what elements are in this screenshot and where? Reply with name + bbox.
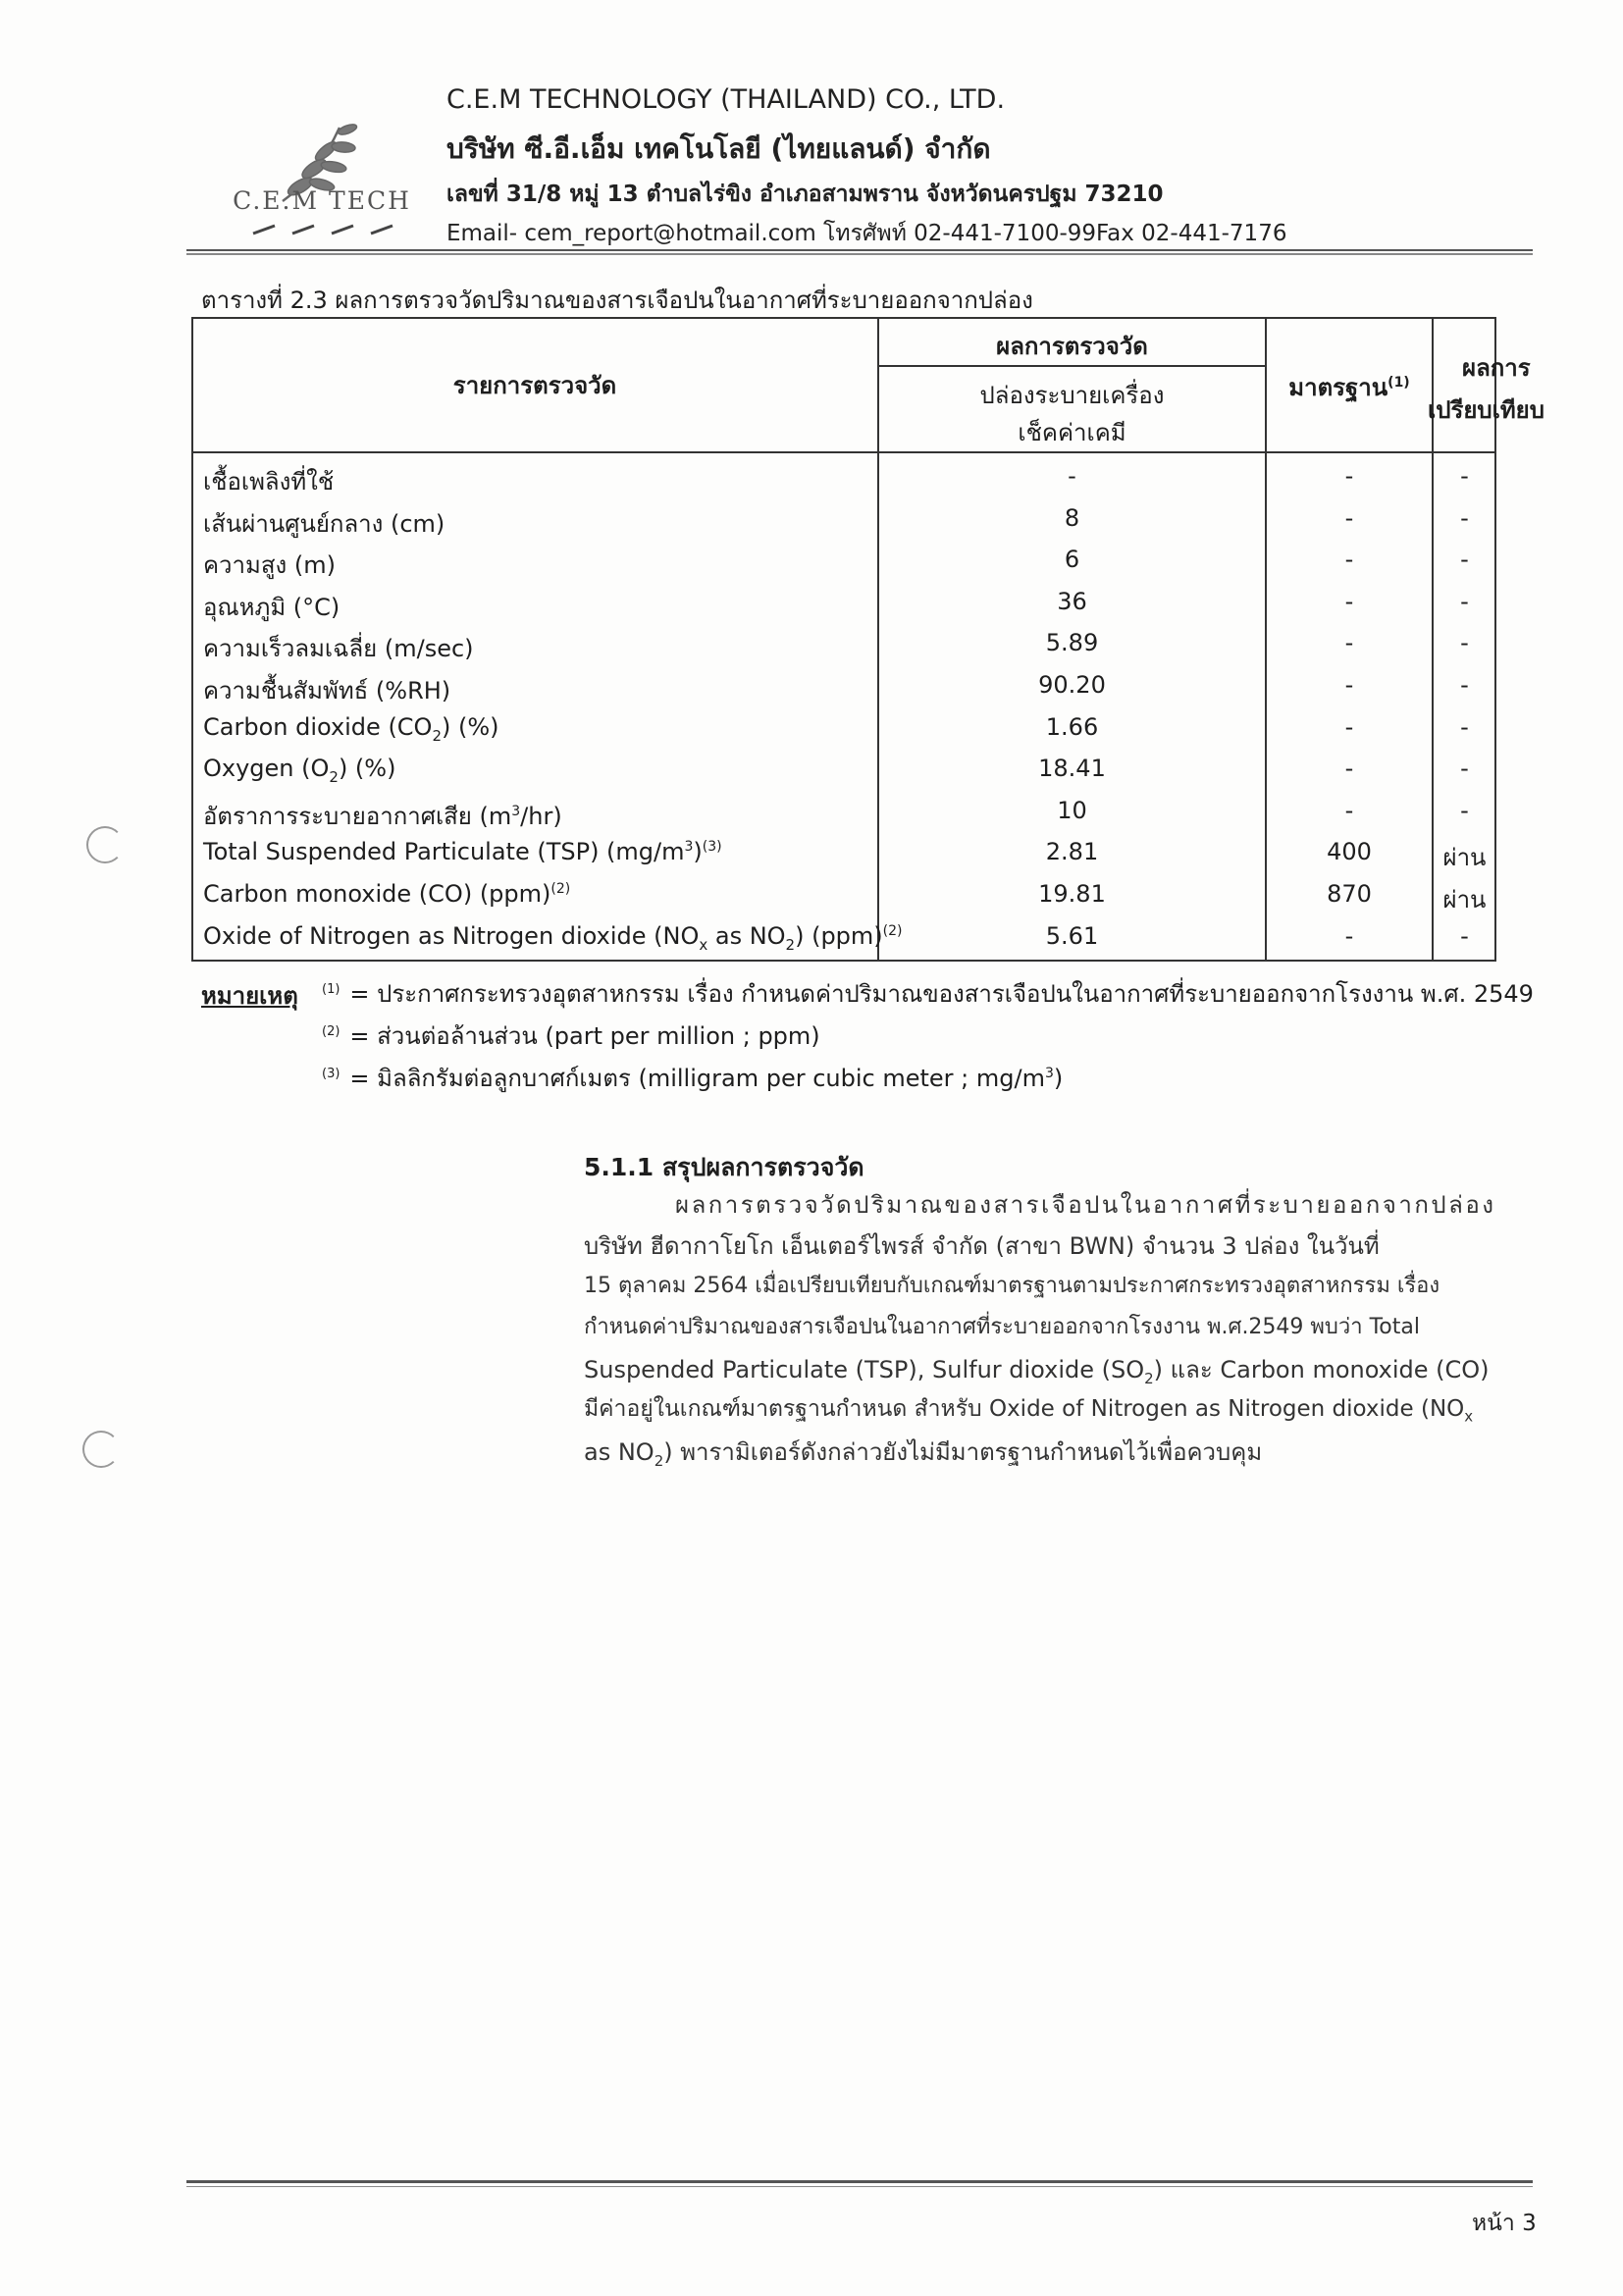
- row-compare: -: [1460, 629, 1469, 657]
- row-standard: -: [1344, 921, 1354, 950]
- row-standard: 870: [1327, 880, 1372, 908]
- table-row: [191, 540, 1496, 581]
- row-result: 18.41: [1038, 755, 1106, 783]
- row-compare: -: [1460, 755, 1469, 783]
- note-2: $^{(2)}$ = ส่วนต่อล้านส่วน (part per million ; ppm): [322, 1022, 820, 1050]
- col-item-header: รายการตรวจวัด: [452, 372, 617, 399]
- note-1: $^{(1)}$ = ประกาศกระทรวงอุตสาหกรรม เรื่อง กำหนดค่าปริมาณของสารเจือปนในอากาศที่ระบายออกจากโรงงาน พ.ศ. 2549: [322, 980, 1534, 1008]
- row-compare: -: [1460, 796, 1469, 824]
- company-logo: [224, 108, 420, 240]
- row-item: Total Suspended Particulate (TSP) $(mg/m^3)^{(3)}$: [203, 838, 722, 866]
- row-result: 90.20: [1038, 671, 1106, 699]
- row-standard: -: [1344, 755, 1354, 783]
- table-row: [191, 749, 1496, 790]
- row-item: Carbon monoxide (CO) (ppm)$^{(2)}$: [203, 880, 571, 908]
- col-result-header: ผลการตรวจวัด: [996, 333, 1148, 360]
- table-row: [191, 874, 1496, 915]
- table-row: [191, 791, 1496, 832]
- section-title: 5.1.1 สรุปผลการตรวจวัด: [584, 1153, 864, 1181]
- row-item: อัตราการระบายอากาศเสีย $(m^3/hr)$: [203, 802, 562, 830]
- table-row: [191, 832, 1496, 873]
- row-standard: -: [1344, 503, 1354, 532]
- row-standard: 400: [1327, 838, 1372, 866]
- summary-line-6: มีค่าอยู่ในเกณฑ์มาตรฐานกำหนด สำหรับ Oxide of Nitrogen as Nitrogen dioxide ($NO_x$: [584, 1396, 1474, 1426]
- row-compare: -: [1460, 546, 1469, 574]
- row-result: 6: [1064, 546, 1080, 574]
- row-compare: -: [1460, 462, 1469, 490]
- col-compare-header: ผลการ เปรียบเทียบ: [1428, 354, 1544, 424]
- row-result: 2.81: [1045, 838, 1099, 866]
- row-result: 1.66: [1045, 712, 1099, 741]
- row-item: Oxygen $(O_2)$ (%): [203, 755, 396, 786]
- col-standard-header: มาตรฐาน$^{(1)}$: [1288, 374, 1410, 401]
- row-standard: -: [1344, 462, 1354, 490]
- row-item: ความสูง (m): [203, 551, 336, 580]
- row-standard: -: [1344, 587, 1354, 615]
- table-row: [191, 498, 1496, 540]
- table-row: [191, 665, 1496, 706]
- row-compare: -: [1460, 712, 1469, 741]
- row-result: 5.61: [1045, 921, 1099, 950]
- header-rule-thin: [186, 253, 1533, 255]
- company-address: เลขที่ 31/8 หมู่ 13 ตำบลไร่ขิง อำเภอสามพราน จังหวัดนครปฐม 73210: [446, 182, 1164, 207]
- table-caption: [201, 281, 1033, 319]
- punch-hole-mark: [82, 1431, 120, 1468]
- table-row: [191, 582, 1496, 623]
- row-standard: -: [1344, 712, 1354, 741]
- company-name-en: C.E.M TECHNOLOGY (THAILAND) CO., LTD.: [446, 84, 1006, 115]
- row-compare: -: [1460, 671, 1469, 699]
- row-compare: -: [1460, 587, 1469, 615]
- col-result-sub2: เช็คค่าเคมี: [1018, 419, 1126, 446]
- row-standard: -: [1344, 629, 1354, 657]
- row-result: 36: [1057, 587, 1087, 615]
- col-result-sub1: ปล่องระบายเครื่อง: [979, 382, 1165, 409]
- row-compare: -: [1460, 503, 1469, 532]
- table-row: [191, 623, 1496, 664]
- summary-line-4: กำหนดค่าปริมาณของสารเจือปนในอากาศที่ระบายออกจากโรงงาน พ.ศ.2549 พบว่า Total: [584, 1315, 1420, 1339]
- company-name-th: บริษัท ซี.อี.เอ็ม เทคโนโลยี (ไทยแลนด์) จำกัด: [446, 132, 991, 165]
- notes-label: หมายเหตุ: [201, 982, 298, 1010]
- summary-line-2: บริษัท ฮีดากาโยโก เอ็นเตอร์ไพรส์ จำกัด (สาขา BWN) จำนวน 3 ปล่อง ในวันที่: [584, 1232, 1380, 1260]
- results-table: [191, 317, 1544, 963]
- logo-text: C.E.M TECH: [233, 186, 411, 215]
- table-row: [191, 707, 1496, 749]
- table-caption-text: ผลการตรวจวัดปริมาณของสารเจือปนในอากาศที่ระบายออกจากปล่อง: [335, 287, 1033, 314]
- table-row: [191, 916, 1496, 958]
- row-item: เชื้อเพลิงที่ใช้: [203, 468, 335, 496]
- row-result: 8: [1064, 503, 1080, 532]
- row-standard: -: [1344, 546, 1354, 574]
- row-item: Oxide of Nitrogen as Nitrogen dioxide ($NO_x$ as $NO_2$) (ppm)$^{(2)}$: [203, 921, 903, 954]
- page-number: หน้า 3: [1472, 2211, 1537, 2236]
- table-row: [191, 456, 1496, 497]
- row-item: เส้นผ่านศูนย์กลาง (cm): [203, 509, 445, 538]
- row-result: 10: [1057, 796, 1087, 824]
- row-standard: -: [1344, 796, 1354, 824]
- summary-line-3: 15 ตุลาคม 2564 เมื่อเปรียบเทียบกับเกณฑ์มาตรฐานตามประกาศกระทรวงอุตสาหกรรม เรื่อง: [584, 1274, 1440, 1298]
- row-item: Carbon dioxide $(CO_2)$ (%): [203, 712, 499, 745]
- row-result: 19.81: [1038, 880, 1106, 908]
- footer-rule: [186, 2180, 1533, 2183]
- row-item: ความเร็วลมเฉลี่ย (m/sec): [203, 635, 474, 663]
- row-item: ความชื้นสัมพัทธ์ (%RH): [203, 677, 451, 704]
- note-3: $^{(3)}$ = มิลลิกรัมต่อลูกบาศก์เมตร (milligram per cubic meter ; $mg/m^3$): [322, 1065, 1064, 1092]
- row-result: 5.89: [1045, 629, 1099, 657]
- summary-line-1: ผลการตรวจวัดปริมาณของสารเจือปนในอากาศที่ระบายออกจากปล่อง: [675, 1191, 1496, 1219]
- row-result: -: [1068, 462, 1076, 490]
- header-rule: [186, 249, 1533, 251]
- table-caption-label: ตารางที่ 2.3: [201, 287, 328, 314]
- footer-rule-thin: [186, 2186, 1533, 2187]
- row-standard: -: [1344, 671, 1354, 699]
- summary-line-7: as $NO_2$) พารามิเตอร์ดังกล่าวยังไม่มีมาตรฐานกำหนดไว้เพื่อควบคุม: [584, 1438, 1263, 1470]
- row-compare: ผ่าน: [1442, 844, 1487, 872]
- summary-line-5: Suspended Particulate (TSP), Sulfur dioxide $(SO_2)$ และ Carbon monoxide (CO): [584, 1356, 1490, 1387]
- row-item: อุณหภูมิ (°C): [203, 593, 340, 621]
- row-compare: ผ่าน: [1442, 886, 1487, 913]
- row-compare: -: [1460, 921, 1469, 950]
- company-contact: Email- cem_report@hotmail.com โทรศัพท์ 02-441-7100-99Fax 02-441-7176: [446, 221, 1287, 246]
- punch-hole-mark: [86, 826, 124, 863]
